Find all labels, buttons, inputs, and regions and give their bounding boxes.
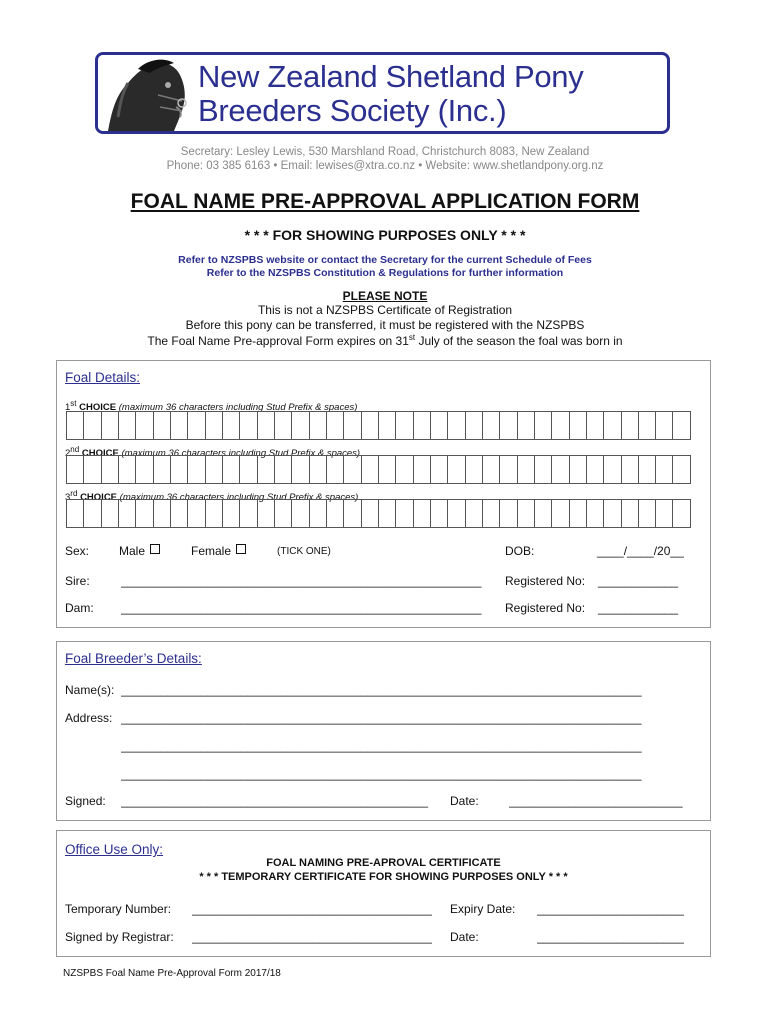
char-cell[interactable] — [102, 412, 119, 439]
char-cell[interactable] — [84, 456, 101, 483]
char-cell[interactable] — [552, 500, 569, 527]
char-cell[interactable] — [518, 412, 535, 439]
char-cell[interactable] — [466, 456, 483, 483]
char-cell[interactable] — [396, 456, 413, 483]
form-subtitle: * * * FOR SHOWING PURPOSES ONLY * * * — [244, 227, 526, 243]
char-cell[interactable] — [258, 412, 275, 439]
char-cell[interactable] — [656, 456, 673, 483]
char-cell[interactable] — [673, 500, 689, 527]
office-date-field[interactable]: ______________________ — [537, 930, 684, 944]
char-cell[interactable] — [154, 456, 171, 483]
char-cell[interactable] — [535, 456, 552, 483]
society-name-line2: Breeders Society (Inc.) — [198, 93, 507, 128]
char-cell[interactable] — [206, 500, 223, 527]
choice-1-label: 1st CHOICE (maximum 36 characters including Stud Prefix & spaces) — [65, 399, 358, 414]
temporary-number-label: Temporary Number: — [65, 902, 172, 916]
address-field-1[interactable]: ______________________________________________________________________________ — [121, 711, 642, 725]
char-cell[interactable] — [119, 500, 136, 527]
choice-2-label: 2nd CHOICE (maximum 36 characters including Stud Prefix & spaces) — [65, 445, 361, 460]
address-label: Address: — [65, 711, 113, 725]
char-cell[interactable] — [414, 456, 431, 483]
char-cell[interactable] — [240, 456, 257, 483]
char-cell[interactable] — [119, 456, 136, 483]
char-cell[interactable] — [206, 456, 223, 483]
male-checkbox[interactable] — [150, 544, 160, 554]
char-cell[interactable] — [483, 456, 500, 483]
char-cell[interactable] — [275, 456, 292, 483]
char-cell[interactable] — [84, 412, 101, 439]
contact-details: Phone: 03 385 6163 • Email: lewises@xtra.co.nz • Website: www.shetlandpony.org.nz — [166, 160, 604, 172]
note-line1: This is not a NZSPBS Certificate of Registration — [257, 303, 513, 317]
char-cell[interactable] — [344, 456, 361, 483]
char-cell[interactable] — [656, 500, 673, 527]
char-cell[interactable] — [673, 412, 689, 439]
char-cell[interactable] — [67, 412, 84, 439]
char-cell[interactable] — [223, 456, 240, 483]
char-cell[interactable] — [344, 500, 361, 527]
char-cell[interactable] — [362, 412, 379, 439]
char-cell[interactable] — [639, 456, 656, 483]
char-cell[interactable] — [327, 500, 344, 527]
char-cell[interactable] — [171, 456, 188, 483]
sire-registered-label: Registered No: — [505, 574, 586, 588]
char-cell[interactable] — [466, 500, 483, 527]
char-cell[interactable] — [292, 500, 309, 527]
char-cell[interactable] — [240, 500, 257, 527]
names-label: Name(s): — [65, 683, 115, 697]
male-option[interactable]: Male — [119, 544, 160, 558]
char-cell[interactable] — [570, 456, 587, 483]
choice-1-input[interactable] — [66, 411, 691, 440]
char-cell[interactable] — [604, 500, 621, 527]
char-cell[interactable] — [136, 500, 153, 527]
breeder-details-section — [56, 641, 711, 821]
society-name-line1: New Zealand Shetland Pony — [198, 59, 584, 94]
char-cell[interactable] — [639, 412, 656, 439]
char-cell[interactable] — [656, 412, 673, 439]
char-cell[interactable] — [570, 412, 587, 439]
names-field[interactable]: ______________________________________________________________________________ — [121, 683, 642, 697]
sire-field[interactable]: ______________________________________________________ — [121, 574, 482, 588]
char-cell[interactable] — [206, 412, 223, 439]
char-cell[interactable] — [379, 412, 396, 439]
char-cell[interactable] — [622, 500, 639, 527]
dam-field[interactable]: ______________________________________________________ — [121, 601, 482, 615]
char-cell[interactable] — [448, 500, 465, 527]
char-cell[interactable] — [604, 456, 621, 483]
char-cell[interactable] — [327, 412, 344, 439]
char-cell[interactable] — [292, 456, 309, 483]
breeder-details-title: Foal Breeder’s Details: — [65, 651, 202, 666]
sex-label: Sex: — [65, 544, 90, 558]
char-cell[interactable] — [154, 412, 171, 439]
char-cell[interactable] — [258, 456, 275, 483]
char-cell[interactable] — [258, 500, 275, 527]
choice-3-input[interactable] — [66, 499, 691, 528]
dam-label: Dam: — [65, 601, 94, 615]
char-cell[interactable] — [587, 456, 604, 483]
char-cell[interactable] — [188, 412, 205, 439]
char-cell[interactable] — [414, 412, 431, 439]
society-logo — [95, 52, 670, 134]
char-cell[interactable] — [310, 412, 327, 439]
char-cell[interactable] — [171, 412, 188, 439]
char-cell[interactable] — [604, 412, 621, 439]
char-cell[interactable] — [500, 412, 517, 439]
char-cell[interactable] — [396, 500, 413, 527]
char-cell[interactable] — [327, 456, 344, 483]
char-cell[interactable] — [570, 500, 587, 527]
foal-details-title: Foal Details: — [65, 370, 141, 385]
char-cell[interactable] — [310, 456, 327, 483]
char-cell[interactable] — [275, 500, 292, 527]
sire-label: Sire: — [65, 574, 90, 588]
char-cell[interactable] — [587, 412, 604, 439]
note-line3: The Foal Name Pre-approval Form expires on 31st July of the season the foal was born in — [147, 333, 623, 348]
choice-2-input[interactable] — [66, 455, 691, 484]
char-cell[interactable] — [362, 500, 379, 527]
char-cell[interactable] — [136, 456, 153, 483]
registrar-signed-field[interactable]: ____________________________________ — [192, 930, 432, 944]
char-cell[interactable] — [188, 500, 205, 527]
char-cell[interactable] — [448, 456, 465, 483]
char-cell[interactable] — [310, 500, 327, 527]
char-cell[interactable] — [535, 412, 552, 439]
char-cell[interactable] — [673, 456, 689, 483]
char-cell[interactable] — [466, 412, 483, 439]
char-cell[interactable] — [379, 456, 396, 483]
char-cell[interactable] — [119, 412, 136, 439]
char-cell[interactable] — [483, 500, 500, 527]
char-cell[interactable] — [379, 500, 396, 527]
char-cell[interactable] — [500, 456, 517, 483]
registrar-signed-label: Signed by Registrar: — [65, 930, 174, 944]
char-cell[interactable] — [414, 500, 431, 527]
refer-fees: Refer to NZSPBS website or contact the Secretary for the current Schedule of Fees — [178, 254, 592, 266]
char-cell[interactable] — [431, 456, 448, 483]
breeder-signed-field[interactable]: ______________________________________________ — [121, 794, 428, 808]
breeder-signed-label: Signed: — [65, 794, 106, 808]
char-cell[interactable] — [240, 412, 257, 439]
char-cell[interactable] — [518, 500, 535, 527]
pony-head-icon — [98, 55, 193, 131]
char-cell[interactable] — [136, 412, 153, 439]
foal-details-section — [56, 360, 711, 628]
char-cell[interactable] — [622, 412, 639, 439]
char-cell[interactable] — [500, 500, 517, 527]
char-cell[interactable] — [483, 412, 500, 439]
sire-registered-field[interactable]: ____________ — [598, 574, 679, 588]
char-cell[interactable] — [518, 456, 535, 483]
char-cell[interactable] — [431, 412, 448, 439]
char-cell[interactable] — [552, 456, 569, 483]
note-line2: Before this pony can be transferred, it must be registered with the NZSPBS — [185, 318, 585, 332]
char-cell[interactable] — [223, 500, 240, 527]
dob-label: DOB: — [505, 544, 535, 558]
certificate-title: FOAL NAMING PRE-APROVAL CERTIFICATE — [266, 857, 501, 869]
char-cell[interactable] — [639, 500, 656, 527]
char-cell[interactable] — [102, 500, 119, 527]
dam-registered-label: Registered No: — [505, 601, 586, 615]
char-cell[interactable] — [552, 412, 569, 439]
contact-address: Secretary: Lesley Lewis, 530 Marshland Road, Christchurch 8083, New Zealand — [180, 146, 590, 158]
char-cell[interactable] — [171, 500, 188, 527]
expiry-date-label: Expiry Date: — [450, 902, 516, 916]
char-cell[interactable] — [67, 500, 84, 527]
office-use-title: Office Use Only: — [65, 842, 164, 857]
form-title: FOAL NAME PRE-APPROVAL APPLICATION FORM — [130, 190, 640, 213]
tick-one-hint: (TICK ONE) — [277, 546, 331, 557]
note-heading: PLEASE NOTE — [342, 289, 428, 303]
char-cell[interactable] — [84, 500, 101, 527]
char-cell[interactable] — [275, 412, 292, 439]
char-cell[interactable] — [587, 500, 604, 527]
char-cell[interactable] — [396, 412, 413, 439]
address-field-3[interactable]: ______________________________________________________________________________ — [121, 767, 642, 781]
expiry-date-field[interactable]: ______________________ — [537, 902, 684, 916]
office-use-section — [56, 830, 711, 957]
office-date-label: Date: — [450, 930, 479, 944]
breeder-date-field[interactable]: __________________________ — [509, 794, 683, 808]
certificate-subtitle: * * * TEMPORARY CERTIFICATE FOR SHOWING PURPOSES ONLY * * * — [199, 871, 568, 883]
char-cell[interactable] — [67, 456, 84, 483]
char-cell[interactable] — [344, 412, 361, 439]
char-cell[interactable] — [448, 412, 465, 439]
footer-text: NZSPBS Foal Name Pre-Approval Form 2017/18 — [63, 968, 281, 979]
char-cell[interactable] — [188, 456, 205, 483]
address-field-2[interactable]: ______________________________________________________________________________ — [121, 739, 642, 753]
breeder-date-label: Date: — [450, 794, 479, 808]
char-cell[interactable] — [362, 456, 379, 483]
refer-constitution: Refer to the NZSPBS Constitution & Regulations for further information — [206, 267, 564, 279]
female-checkbox[interactable] — [236, 544, 246, 554]
char-cell[interactable] — [535, 500, 552, 527]
temporary-number-field[interactable]: ____________________________________ — [192, 902, 432, 916]
char-cell[interactable] — [292, 412, 309, 439]
char-cell[interactable] — [622, 456, 639, 483]
choice-3-label: 3rd CHOICE (maximum 36 characters including Stud Prefix & spaces) — [65, 489, 359, 504]
char-cell[interactable] — [154, 500, 171, 527]
female-option[interactable]: Female — [191, 544, 246, 558]
dam-registered-field[interactable]: ____________ — [598, 601, 679, 615]
char-cell[interactable] — [223, 412, 240, 439]
char-cell[interactable] — [102, 456, 119, 483]
char-cell[interactable] — [431, 500, 448, 527]
dob-field[interactable]: ____/____/20__ — [597, 544, 684, 558]
